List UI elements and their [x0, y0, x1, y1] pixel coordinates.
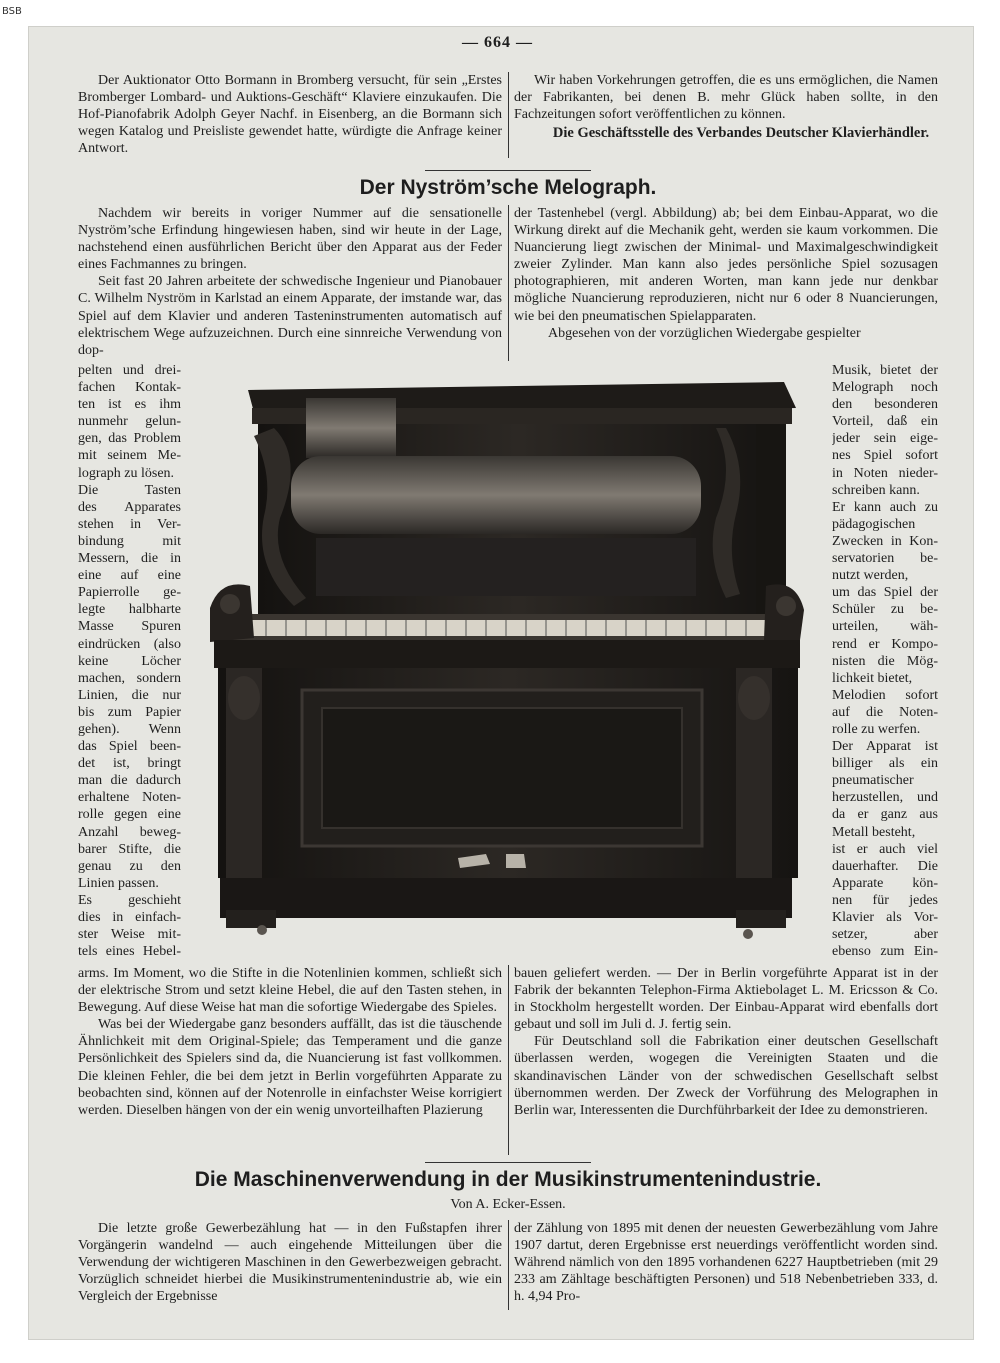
wrap-line: des Apparates	[78, 499, 181, 515]
wrap-right-column	[832, 362, 938, 960]
wrap-line: Zwecken in Kon-	[832, 533, 938, 549]
paragraph: Was bei der Wiedergabe ganz besonders auffällt, das ist die täuschende Ähnlichkeit mit dem Original-Spiele; das Temperament und die ganze Persönlichkeit des Spielers sind da, die Nuancierung ist fast vollkommen. Die kleinen Fehler, die bei dem jetzt in Berlin vorgeführten Apparate zu beobachten sind, können auf der Notenrolle in einfachster Weise korrigiert werden. Dieselben hängen von der ein wenig unvorteilhaften Plazierung	[78, 1017, 502, 1118]
wrap-line: das Spiel been-	[78, 739, 181, 755]
wrap-line: Musik, bietet der	[832, 363, 938, 378]
association-signature: Die Geschäftsstelle des Verbandes Deutscher Klavierhändler.	[552, 125, 930, 142]
wrap-line: eine auf eine	[78, 568, 181, 584]
wrap-line: ster Weise mit-	[78, 927, 181, 943]
wrap-line: bis zum Papier	[78, 704, 181, 720]
wrap-line: setzer, aber	[832, 927, 938, 943]
wrap-line: barer Stifte, die	[78, 841, 181, 857]
machines-left-column	[78, 1220, 502, 1305]
wrap-line: gen, das Problem	[78, 431, 181, 447]
section-divider	[425, 170, 591, 171]
pedal-right	[506, 854, 526, 868]
wrap-line: Papierrolle ge-	[78, 585, 181, 601]
wrap-line: Er kann auch zu	[832, 499, 938, 515]
wrap-line: Schüler zu be-	[832, 602, 938, 618]
wrap-line: det ist, bringt	[78, 756, 181, 772]
wrap-line: nunmehr gelun-	[78, 414, 181, 430]
paragraph: der Zählung von 1895 mit denen der neuesten Gewerbezählung vom Jahre 1907 dartut, deren Ergebnisse erst neuerdings veröffentlicht worden sind. Während nämlich von den 1895 vorhandenen 6227 Hauptbetrieben (mit 29 233 am Zähltage beschäftigten Personen) und 518 Nebenbetrieben 333, d. h. 4,94 Pro-	[514, 1221, 938, 1305]
wrap-line: pneumatischer	[832, 773, 914, 789]
melograph-bottom-left	[78, 965, 502, 1119]
top-column-rule	[508, 72, 509, 158]
auction-notice-right	[514, 72, 938, 142]
article-byline: Von A. Ecker-Essen.	[450, 1197, 566, 1212]
piano-melograph-illustration	[196, 368, 828, 968]
wrap-line: machen, sondern	[78, 670, 181, 686]
library-corner-label: BSB	[2, 6, 22, 17]
wrap-line: eindrücken (also	[78, 636, 181, 652]
column-rule	[508, 205, 509, 361]
melograph-left-column	[78, 205, 502, 359]
paragraph: Abgesehen von der vorzüglichen Wiedergabe gespielter	[548, 325, 861, 341]
wrap-line: nes Spiel sofort	[832, 448, 938, 464]
paragraph: der Tastenhebel (vergl. Abbildung) ab; bei dem Einbau-Apparat, wo die Wirkung direkt auf die Mechanik geht, werden sie kaum vorkommen. Die Nuancierung liegt zwischen der Minimal- und Maximalgeschwindigkeit zweier Zylinder. Man kann also jedes persönliche Spiel sozusagen photographieren, mit anderen Worten, man kann jede nur denkbar mögliche Nuancierung reproduzieren, nicht nur 6 oder 8 Nuancierungen, wie bei den pneumatischen Spielapparaten.	[514, 206, 938, 324]
wrap-line: den besonderen	[832, 397, 938, 413]
wrap-line: um das Spiel der	[832, 585, 938, 601]
wrap-line: Masse Spuren	[78, 619, 181, 635]
wrap-line: ebenso zum Ein-	[832, 944, 938, 960]
wrap-line: lograph zu lösen.	[78, 465, 175, 481]
article-title-machines: Die Maschinenverwendung in der Musikinstrumentenindustrie.	[194, 1168, 822, 1191]
wrap-line: nisten die Mög-	[832, 653, 938, 669]
wrap-line: Melograph noch	[832, 380, 938, 396]
wrap-line: dies in einfach-	[78, 910, 181, 925]
wrap-line: erhaltene Noten-	[78, 790, 181, 806]
wrap-line: da er ganz aus	[832, 807, 938, 823]
machines-right-column	[514, 1220, 938, 1305]
wrap-line: Es geschieht	[78, 892, 181, 908]
wrap-line: billiger als ein	[832, 756, 938, 772]
paragraph: bauen geliefert werden. — Der in Berlin vorgeführte Apparat ist in der Fabrik der bekannten Telephon-Firma Aktiebolaget L. M. Ericsson & Co. in Stockholm hergestellt worden. Der Einbau-Apparat wird ebenfalls dort gebaut und soll im Juli d. J. fertig sein.	[514, 966, 938, 1033]
wrap-left-column	[78, 362, 181, 960]
column-rule	[508, 965, 509, 1155]
wrap-line: Messern, die in	[78, 551, 181, 567]
auction-notice-left	[78, 72, 502, 157]
wrap-line: pelten und drei-	[78, 363, 181, 378]
wrap-line: schreiben kann.	[832, 482, 920, 498]
wrap-line: Die Tasten	[78, 482, 181, 498]
wrap-line: nutzt werden,	[832, 568, 909, 584]
article-title-melograph: Der Nyström’sche Melograph.	[359, 176, 657, 199]
wrap-line: rend er Kompo-	[832, 636, 938, 652]
wrap-line: Linien, die nur	[78, 687, 181, 703]
wrap-line: nen für jedes	[832, 892, 938, 908]
melograph-right-column	[514, 205, 938, 342]
wrap-line: pädagogischen	[832, 516, 916, 532]
wrap-line: tels eines Hebel-	[78, 944, 181, 960]
page-number: — 664 —	[462, 34, 533, 51]
column-rule	[508, 1220, 509, 1310]
wrap-line: mit seinem Me-	[78, 448, 181, 464]
wrap-line: Apparate kön-	[832, 875, 938, 891]
wrap-line: herzustellen, und	[832, 790, 938, 806]
wrap-line: rolle zu werfen.	[832, 721, 921, 737]
wrap-line: ist er auch viel	[832, 841, 938, 857]
wrap-line: man die dadurch	[78, 773, 181, 789]
auction-notice-text: Der Auktionator Otto Bormann in Bromberg versucht, für sein „Erstes Bromberger Lombard- und Auktions-Geschäft“ Klaviere einzukaufen. Die Hof-Pianofabrik Adolph Geyer Nachf. in Eisenberg, an die Bormann sich wegen Katalog und Preisliste gewendet hatte, würdigte die Anfrage keiner Antwort.	[78, 73, 502, 157]
wrap-line: Klavier als Vor-	[832, 910, 938, 925]
wrap-line: legte halbharte	[78, 602, 181, 618]
wrap-line: keine Löcher	[78, 653, 181, 669]
wrap-line: servatorien be-	[832, 551, 938, 567]
paper-roll-small	[306, 398, 396, 458]
paragraph: Für Deutschland soll die Fabrikation einer deutschen Gesellschaft überlassen werden, wogegen die Vereinigten Staaten und die skandinavischen Länder von der schwedischen Gesellschaft selbst übernommen werden. Der Zweck der Vorführung des Melographen in Berlin war, Interessenten die Durchführbarkeit der Idee zu demonstrieren.	[514, 1034, 938, 1118]
section-divider	[425, 1162, 591, 1163]
paragraph: Seit fast 20 Jahren arbeitete der schwedische Ingenieur und Pianobauer C. Wilhelm Nyström in Karlstad an einem Apparate, der imstande war, das Spiel auf dem Klavier und anderen Tasteninstrumenten automatisch auf elektrischem Wege aufzuzeichnen. Durch eine sinnreiche Verwendung von dop-	[78, 274, 502, 358]
wrap-line: Vorteil, daß ein	[832, 414, 938, 430]
paragraph: arms. Im Moment, wo die Stifte in die Notenlinien kommen, schließt sich der elektrische Strom und setzt kleine Hebel, die auf den Tasten stehen, in Bewegung. Auf diese Weise hat man die sofortige Wiedergabe des Spieles.	[78, 966, 502, 1016]
wrap-line: in Noten nieder-	[832, 465, 938, 481]
wrap-line: stehen in Ver-	[78, 516, 181, 532]
wrap-line: jeder sein eige-	[832, 431, 938, 447]
wrap-line: genau zu den	[78, 858, 181, 874]
wrap-line: Anzahl beweg-	[78, 824, 181, 840]
wrap-line: ten ist es ihm	[78, 397, 181, 413]
wrap-line: rolle gegen eine	[78, 807, 181, 823]
paragraph: Die letzte große Gewerbezählung hat — in den Fußstapfen ihrer Vorgängerin wandelnd — auch eingehende Mitteilungen über die Verwendung der wichtigeren Maschinen in den Gewerbezweigen gebracht. Vorzüglich schneidet hierbei die Musikinstrumentenindustrie ab, wie ein Vergleich der Ergebnisse	[78, 1221, 502, 1305]
wrap-line: Linien passen.	[78, 875, 159, 891]
wrap-line: bindung mit	[78, 533, 181, 549]
wrap-line: auf die Noten-	[832, 704, 938, 720]
wrap-line: dauerhafter. Die	[832, 858, 938, 874]
wrap-line: gehen). Wenn	[78, 721, 181, 737]
wrap-line: Melodien sofort	[832, 687, 938, 703]
paragraph: Nachdem wir bereits in voriger Nummer auf die sensationelle Nyström’sche Erfindung hingewiesen haben, sind wir heute in der Lage, nachstehend einen ausführlichen Bericht über den Apparat aus der Feder eines Fachmannes zu bringen.	[78, 206, 502, 273]
melograph-bottom-right	[514, 965, 938, 1119]
wrap-line: urteilen, wäh-	[832, 619, 938, 635]
paper-roll-main	[291, 456, 701, 534]
wrap-line: lichkeit bietet,	[832, 670, 913, 686]
wrap-line: Der Apparat ist	[832, 739, 938, 755]
wrap-line: fachen Kontak-	[78, 380, 181, 396]
wrap-line: Metall besteht,	[832, 824, 916, 840]
precaution-text: Wir haben Vorkehrungen getroffen, die es uns ermöglichen, die Namen der Fabrikanten, bei denen B. mehr Glück haben sollte, in den Fachzeitungen sofort veröffentlichen zu können.	[514, 73, 938, 123]
